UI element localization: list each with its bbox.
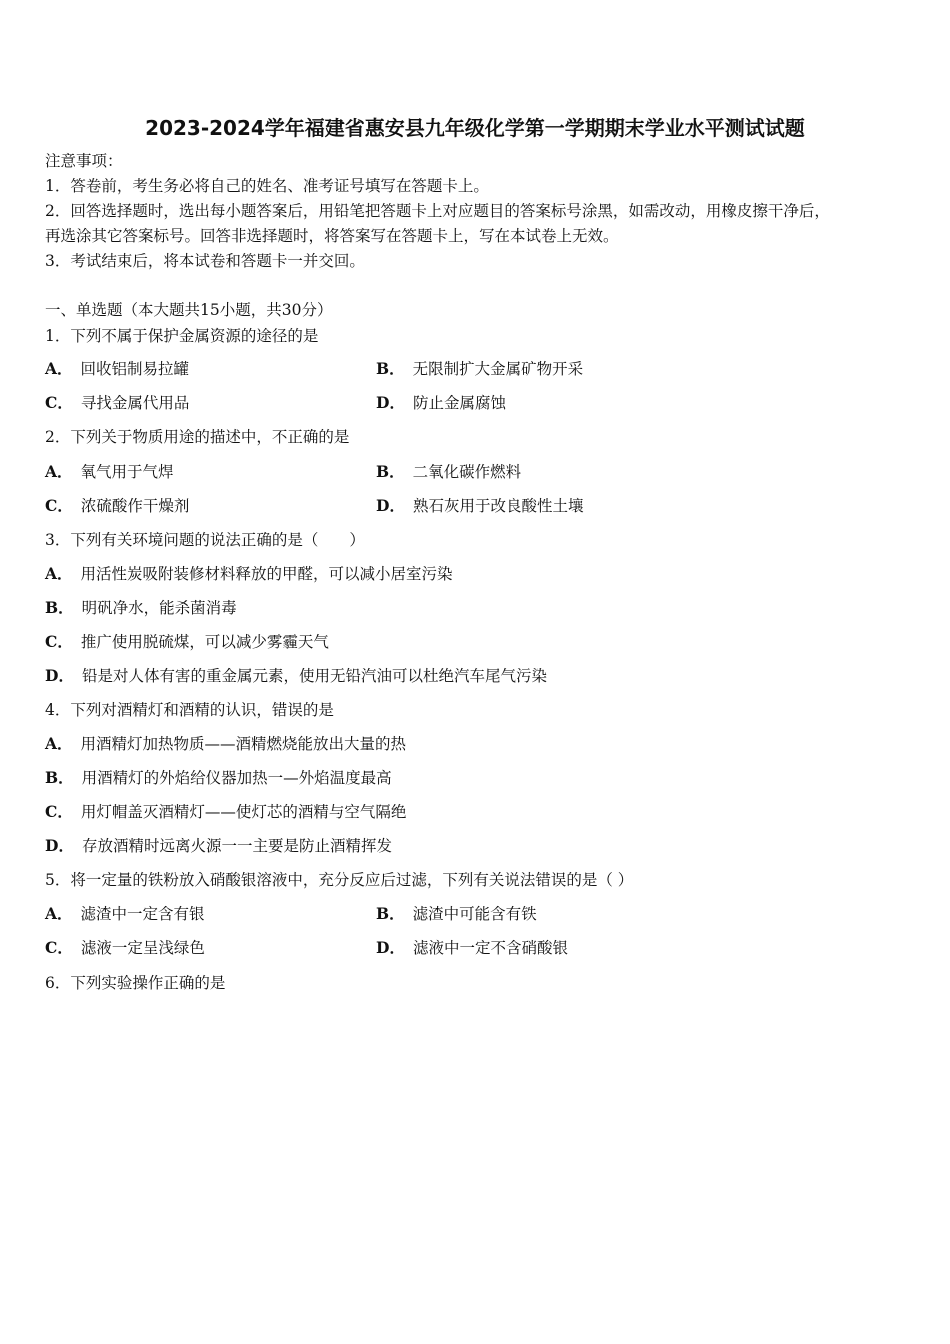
option-3d — [45, 666, 547, 686]
option-text: 无限制扩大金属矿物开采 — [412, 360, 584, 378]
option-2b — [376, 462, 521, 482]
option-3b — [45, 598, 237, 618]
option-label: C． — [45, 496, 73, 515]
option-1d — [376, 393, 506, 413]
option-label: C． — [45, 393, 73, 412]
question-stem-5: 5．将一定量的铁粉放入硝酸银溶液中，充分反应后过滤，下列有关说法错误的是（ ） — [45, 871, 634, 889]
notice-item: 2．回答选择题时，选出每小题答案后，用铅笔把答题卡上对应题目的答案标号涂黑，如需改动，用橡皮擦干净后， — [45, 202, 830, 220]
section-heading: 一、单选题（本大题共15小题，共30分） — [45, 301, 333, 319]
option-2a — [45, 462, 174, 482]
option-label: A． — [45, 462, 73, 481]
option-text: 寻找金属代用品 — [80, 394, 190, 412]
option-text: 防止金属腐蚀 — [412, 394, 506, 412]
option-3a — [45, 564, 453, 584]
notice-item: 1．答卷前，考生务必将自己的姓名、准考证号填写在答题卡上。 — [45, 177, 489, 195]
notice-heading: 注意事项： — [45, 152, 123, 170]
option-1b — [376, 359, 583, 379]
option-text: 推广使用脱硫煤，可以减少雾霾天气 — [80, 633, 329, 651]
option-text: 用灯帽盖灭酒精灯——使灯芯的酒精与空气隔绝 — [80, 803, 407, 821]
option-5b — [376, 904, 537, 924]
option-text: 滤液中一定不含硝酸银 — [412, 939, 568, 957]
option-label: D． — [45, 666, 74, 685]
option-4c — [45, 802, 406, 822]
question-stem-4: 4．下列对酒精灯和酒精的认识，错误的是 — [45, 701, 334, 719]
option-text: 回收铝制易拉罐 — [80, 360, 190, 378]
notice-item: 再选涂其它答案标号。回答非选择题时，将答案写在答题卡上，写在本试卷上无效。 — [45, 227, 619, 245]
option-label: A． — [45, 904, 73, 923]
notice-item: 3．考试结束后，将本试卷和答题卡一并交回。 — [45, 252, 365, 270]
option-text: 铅是对人体有害的重金属元素，使用无铅汽油可以杜绝汽车尾气污染 — [81, 667, 547, 685]
option-label: C． — [45, 632, 73, 651]
option-label: A． — [45, 359, 73, 378]
option-text: 滤渣中一定含有银 — [80, 905, 205, 923]
option-text: 二氧化碳作燃料 — [412, 463, 522, 481]
option-5c — [45, 938, 205, 958]
option-label: B． — [376, 904, 405, 923]
option-text: 明矾净水，能杀菌消毒 — [81, 599, 237, 617]
option-2c — [45, 496, 189, 516]
option-text: 用酒精灯加热物质——酒精燃烧能放出大量的热 — [80, 735, 407, 753]
option-label: A． — [45, 734, 73, 753]
option-label: B． — [45, 598, 74, 617]
question-stem-3: 3．下列有关环境问题的说法正确的是（ ） — [45, 531, 365, 549]
option-text: 存放酒精时远离火源一一主要是防止酒精挥发 — [81, 837, 392, 855]
question-stem-6: 6．下列实验操作正确的是 — [45, 974, 226, 992]
option-text: 滤液一定呈浅绿色 — [80, 939, 205, 957]
option-4b — [45, 768, 392, 788]
option-5a — [45, 904, 205, 924]
option-label: D． — [376, 496, 405, 515]
question-stem-2: 2．下列关于物质用途的描述中，不正确的是 — [45, 428, 350, 446]
option-3c — [45, 632, 329, 652]
option-label: B． — [45, 768, 74, 787]
option-2d — [376, 496, 583, 516]
option-label: D． — [376, 393, 405, 412]
option-4d — [45, 836, 392, 856]
page-title: 2023-2024学年福建省惠安县九年级化学第一学期期末学业水平测试试题 — [145, 116, 805, 140]
option-text: 用活性炭吸附装修材料释放的甲醛，可以减小居室污染 — [80, 565, 453, 583]
option-4a — [45, 734, 406, 754]
option-label: A． — [45, 564, 73, 583]
option-text: 用酒精灯的外焰给仪器加热一—外焰温度最高 — [81, 769, 392, 787]
option-text: 氧气用于气焊 — [80, 463, 174, 481]
option-text: 熟石灰用于改良酸性土壤 — [412, 497, 584, 515]
option-text: 浓硫酸作干燥剂 — [80, 497, 190, 515]
option-1c — [45, 393, 189, 413]
option-label: C． — [45, 938, 73, 957]
option-label: B． — [376, 462, 405, 481]
question-stem-1: 1．下列不属于保护金属资源的途径的是 — [45, 327, 319, 345]
option-5d — [376, 938, 568, 958]
option-label: B． — [376, 359, 405, 378]
option-label: D． — [45, 836, 74, 855]
option-label: D． — [376, 938, 405, 957]
option-1a — [45, 359, 189, 379]
option-label: C． — [45, 802, 73, 821]
option-text: 滤渣中可能含有铁 — [412, 905, 537, 923]
